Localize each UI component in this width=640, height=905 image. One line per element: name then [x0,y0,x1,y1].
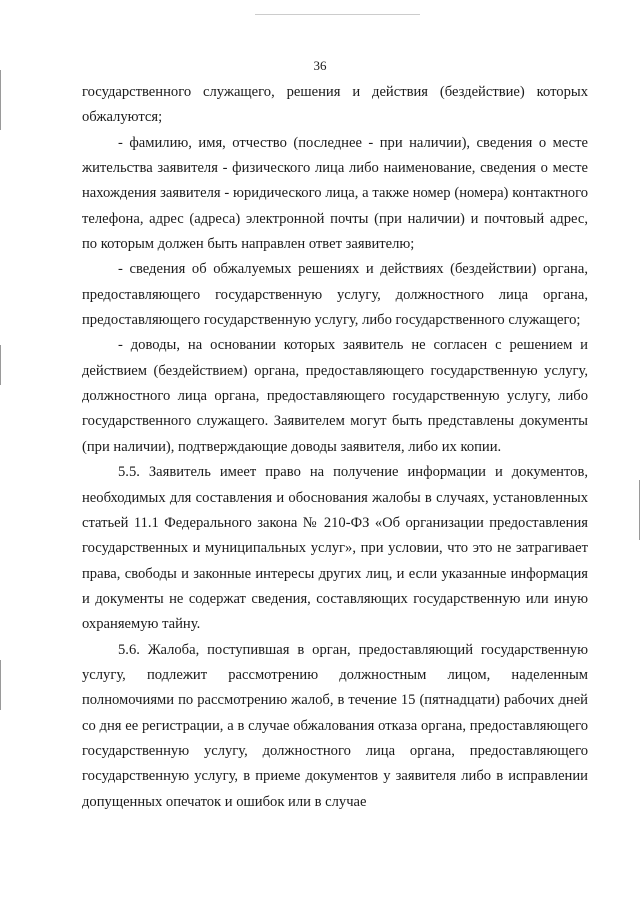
paragraph: 5.5. Заявитель имеет право на получение информации и документов, необходимых для составления и обоснования жалобы в случаях, установленных статьей 11.1 Федерального закона № 210-ФЗ «Об организации предоставления государственных и муниципальных услуг», при условии, что это не затрагивает права, свободы и законные интересы других лиц, и если указанные информация и документы не содержат сведения, составляющих государственную или иную охраняемую тайну. [82,464,588,633]
scan-edge-mark [255,14,420,15]
scan-edge-mark [0,70,1,130]
paragraph: 5.6. Жалоба, поступившая в орган, предоставляющий государственную услугу, подлежит рассмотрению должностным лицом, наделенным полномочиями по рассмотрению жалоб, в течение 15 (пятнадцати) рабочих дней со дня ее регистрации, а в случае обжалования отказа органа, предоставляющего государственную услугу, должностного лица органа, предоставляющего государственную услугу, в приеме документов у заявителя либо в исправлении допущенных опечаток и ошибок или в случае [82,641,588,810]
paragraph: государственного служащего, решения и действия (бездействие) которых обжалуются; [82,84,588,126]
body-text [82,80,588,815]
paragraph: - сведения об обжалуемых решениях и действиях (бездействии) органа, предоставляющего государственную услугу, должностного лица органа, предоставляющего государственную услугу, либо государственного служащего; [82,261,588,329]
page-number: 36 [313,58,327,73]
scan-edge-mark [0,660,1,710]
paragraph: - доводы, на основании которых заявитель не согласен с решением и действием (бездействием) органа, предоставляющего государственную услугу, должностного лица органа, предоставляющего государственную услугу, либо государственного служащего. Заявителем могут быть представлены документы (при наличии), подтверждающие доводы заявителя, либо их копии. [82,337,588,455]
paragraph: - фамилию, имя, отчество (последнее - при наличии), сведения о месте жительства заявителя - физического лица либо наименование, сведения о месте нахождения заявителя - юридического лица, а также номер (номера) контактного телефона, адрес (адреса) электронной почты (при наличии) и почтовый адрес, по которым должен быть направлен ответ заявителю; [82,134,588,253]
scan-edge-mark [0,345,1,385]
